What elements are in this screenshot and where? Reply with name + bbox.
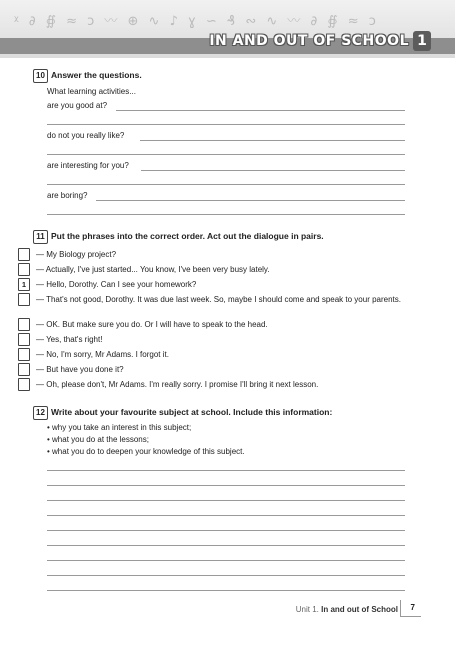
order-box-1[interactable] [18,248,30,261]
order-box-2[interactable] [18,263,30,276]
footer-unit-label: Unit 1. [295,605,319,614]
writing-line-7[interactable] [47,560,405,561]
dialogue-line-5: — OK. But make sure you do. Or I will have to speak to the head. [36,320,268,329]
writing-line-5[interactable] [47,530,405,531]
order-box-8[interactable] [18,363,30,376]
answer-line-1a[interactable] [116,110,405,111]
exercise-10-intro: What learning activities... [47,87,136,96]
exercise-11-number: 11 [33,230,48,244]
order-box-5[interactable] [18,318,30,331]
order-box-6[interactable] [18,333,30,346]
question-4: are boring? [47,191,88,200]
writing-line-2[interactable] [47,485,405,486]
dialogue-line-1: — My Biology project? [36,250,117,259]
dialogue-line-4: — That's not good, Dorothy. It was due last week. So, maybe I should come and speak to your parents. [36,295,401,304]
dialogue-line-9: — Oh, please don't, Mr Adams. I'm really sorry. I promise I'll bring it next lesson. [36,380,319,389]
writing-line-4[interactable] [47,515,405,516]
bullet-3: • what you do to deepen your knowledge of this subject. [47,447,245,456]
page-number: 7 [410,603,415,612]
dialogue-line-8: — But have you done it? [36,365,124,374]
answer-line-2b[interactable] [47,154,405,155]
question-1: are you good at? [47,101,108,110]
page-banner [0,0,455,58]
order-box-7[interactable] [18,348,30,361]
doodle-decoration: ᵡ ∂ ∯ ≈ ɔ 〰 ⊕ ∿ ♪ ɣ ∽ ₰ ∾ ∿ 〰 ∂ ∯ ≈ ɔ [14,14,379,29]
page-footer [296,605,398,614]
bullet-1: • why you take an interest in this subject; [47,423,192,432]
order-box-4[interactable] [18,293,30,306]
question-3: are interesting for you? [47,161,129,170]
writing-line-1[interactable] [47,470,405,471]
footer-unit-title: In and out of School [321,605,398,614]
writing-line-9[interactable] [47,590,405,591]
answer-line-1b[interactable] [47,124,405,125]
writing-line-3[interactable] [47,500,405,501]
order-box-3[interactable]: 1 [18,278,30,291]
exercise-11-title: Put the phrases into the correct order. Act out the dialogue in pairs. [51,231,324,241]
unit-number-badge: 1 [413,31,431,51]
unit-title: IN AND OUT OF SCHOOL [209,33,409,49]
dialogue-line-6: — Yes, that's right! [36,335,103,344]
answer-line-2a[interactable] [140,140,405,141]
order-box-9[interactable] [18,378,30,391]
answer-line-4a[interactable] [96,200,405,201]
dialogue-line-3: — Hello, Dorothy. Can I see your homework? [36,280,197,289]
exercise-10-number: 10 [33,69,48,83]
answer-line-4b[interactable] [47,214,405,215]
exercise-10-title: Answer the questions. [51,70,142,80]
dialogue-line-7: — No, I'm sorry, Mr Adams. I forgot it. [36,350,169,359]
question-2: do not you really like? [47,131,125,140]
answer-line-3b[interactable] [47,184,405,185]
bullet-2: • what you do at the lessons; [47,435,149,444]
writing-line-8[interactable] [47,575,405,576]
exercise-12-title: Write about your favourite subject at school. Include this information: [51,407,333,417]
dialogue-line-2: — Actually, I've just started... You know, I've been very busy lately. [36,265,270,274]
writing-line-6[interactable] [47,545,405,546]
answer-line-3a[interactable] [141,170,405,171]
exercise-12-number: 12 [33,406,48,420]
